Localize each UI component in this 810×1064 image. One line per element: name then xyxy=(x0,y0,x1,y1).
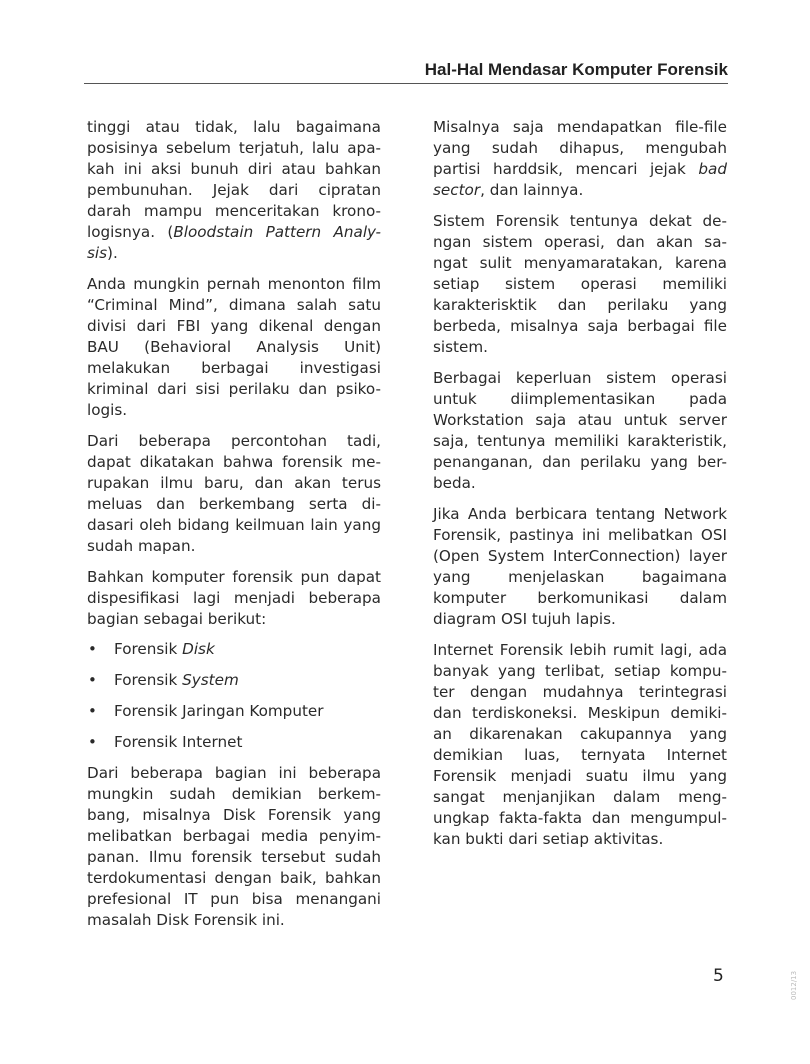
right-column xyxy=(433,117,727,860)
left-column xyxy=(87,117,381,941)
right-paragraph-3: Berbagai keperluan sistem operasi untuk diimplementasikan pada Workstation saja atau untuk server saja, tentunya memiliki karakteristik, penanganan, dan perilaku yang ber-beda. xyxy=(433,369,727,492)
left-paragraph-2: Anda mungkin pernah menonton film “Criminal Mind”, dimana salah satu divisi dari FBI yang dikenal dengan BAU (Behavioral Analysis Unit) melakukan berbagai investigasi kriminal dari sisi perilaku dan psiko-logis. xyxy=(87,275,381,419)
list-item xyxy=(87,670,381,701)
right-paragraph-1 xyxy=(433,117,727,201)
italic-term: Bloodstain Pattern Analy-sis xyxy=(87,223,381,262)
text-segment: , dan lainnya. xyxy=(480,181,584,199)
right-paragraph-2: Sistem Forensik tentunya dekat de-ngan sistem operasi, dan akan sa-ngat sulit menyamaratakan, karena setiap sistem operasi memiliki karakterisktik dan perilaku yang berbeda, misalnya saja berbagai file sistem. xyxy=(433,212,727,356)
italic-term: Disk xyxy=(182,640,215,658)
list-item xyxy=(87,701,381,732)
list-item xyxy=(87,732,381,763)
italic-term: bad sector xyxy=(433,160,727,199)
left-paragraph-1 xyxy=(87,117,381,264)
italic-term: System xyxy=(182,671,239,689)
text-segment: Forensik xyxy=(114,671,183,689)
header-rule xyxy=(84,83,728,84)
side-mark: 0012/13 xyxy=(790,970,798,1000)
text-segment: ). xyxy=(107,244,118,262)
right-paragraph-5: Internet Forensik lebih rumit lagi, ada banyak yang terlibat, setiap kompu-ter dengan mudahnya terintegrasi dan terdiskoneksi. Meskipun demiki-an dikarenakan cakupannya yang demikian luas, ternyata Internet Forensik menjadi suatu ilmu yang sangat menjanjikan dalam meng-ungkap fakta-fakta dan mengumpul-kan bukti dari setiap aktivitas. xyxy=(433,641,727,848)
text-segment: Forensik Jaringan Komputer xyxy=(114,702,324,720)
list-item xyxy=(87,639,381,670)
text-segment: Forensik Internet xyxy=(114,733,243,751)
bullet-list xyxy=(87,639,381,763)
left-paragraph-3: Dari beberapa percontohan tadi, dapat dikatakan bahwa forensik me-rupakan ilmu baru, dan akan terus meluas dan berkembang serta di-dasari oleh bidang keilmuan lain yang sudah mapan. xyxy=(87,432,381,555)
right-paragraph-4: Jika Anda berbicara tentang Network Forensik, pastinya ini melibatkan OSI (Open System InterConnection) layer yang menjelaskan bagaimana komputer berkomunikasi dalam diagram OSI tujuh lapis. xyxy=(433,505,727,628)
text-segment: Forensik xyxy=(114,640,183,658)
text-segment: tinggi atau tidak, lalu bagaimana posisinya sebelum terjatuh, lalu apa-kah ini aksi bunuh diri atau bahkan pembunuhan. Jejak dari cipratan darah mampu menceritakan krono-logisnya. ( xyxy=(87,118,381,241)
running-header-title: Hal-Hal Mendasar Komputer Forensik xyxy=(424,60,728,79)
text-segment: Misalnya saja mendapatkan file-file yang sudah dihapus, mengubah partisi harddsik, mencari jejak xyxy=(433,118,727,178)
left-paragraph-5: Dari beberapa bagian ini beberapa mungkin sudah demikian berkem-bang, misalnya Disk Forensik yang melibatkan berbagai media penyim-panan. Ilmu forensik tersebut sudah terdokumentasi dengan baik, bahkan prefesional IT pun bisa menangani masalah Disk Forensik ini. xyxy=(87,764,381,929)
left-paragraph-4: Bahkan komputer forensik pun dapat dispesifikasi lagi menjadi beberapa bagian sebagai berikut: xyxy=(87,568,381,628)
page-number: 5 xyxy=(713,966,724,986)
